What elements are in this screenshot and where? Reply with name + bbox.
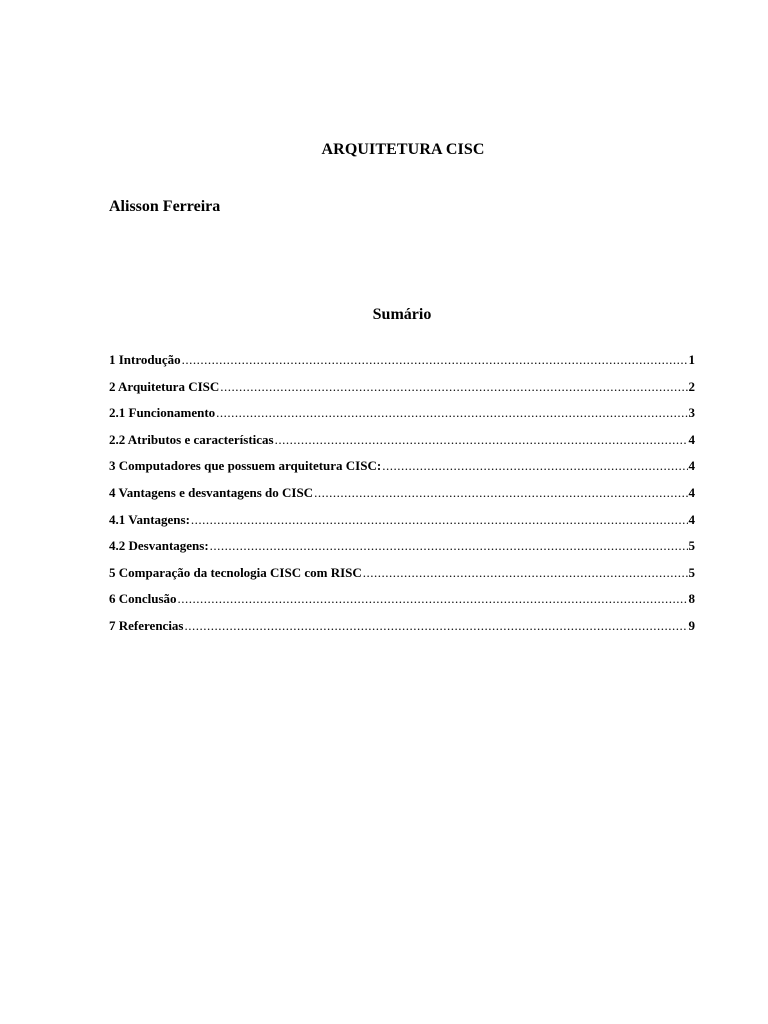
toc-dot-leader (178, 591, 688, 607)
toc-entry[interactable] (109, 405, 695, 432)
toc-entry[interactable] (109, 618, 695, 645)
toc-entry[interactable] (109, 458, 695, 485)
toc-entry-label: 1 Introdução (109, 352, 181, 367)
toc-entry-label: 2 Arquitetura CISC (109, 378, 220, 394)
toc-entry-page: 4 (688, 458, 695, 474)
toc-dot-leader (184, 618, 687, 634)
toc-entry-label: 2.2 Atributos e características (109, 431, 274, 447)
toc-entry-page: 4 (688, 511, 695, 527)
toc-entry-page: 4 (688, 484, 695, 500)
toc-dot-leader (182, 352, 688, 368)
toc-entry-label: 4 Vantagens e desvantagens do CISC (109, 484, 314, 500)
toc-dot-leader (382, 458, 687, 474)
toc-entry[interactable] (109, 485, 695, 512)
toc-dot-leader (314, 485, 687, 501)
toc-entry-page: 1 (688, 352, 695, 367)
toc-entry-page: 4 (688, 431, 695, 447)
toc-entry-label: 6 Conclusão (109, 591, 177, 607)
table-of-contents (109, 352, 695, 645)
toc-entry-page: 5 (688, 538, 695, 554)
toc-entry-label: 4.1 Vantagens: (109, 511, 190, 527)
toc-entry-page: 2 (688, 378, 695, 394)
toc-entry[interactable] (109, 512, 695, 539)
toc-entry-label: 3 Computadores que possuem arquitetura CISC: (109, 458, 382, 474)
toc-entry-page: 3 (688, 405, 695, 421)
toc-entry-label: 7 Referencias (109, 617, 184, 633)
toc-entry[interactable] (109, 565, 695, 592)
toc-dot-leader (220, 379, 687, 395)
toc-entry-label: 2.1 Funcionamento (109, 405, 216, 421)
toc-entry[interactable] (109, 432, 695, 459)
toc-dot-leader (216, 405, 687, 421)
document-title: ARQUITETURA CISC (321, 141, 485, 158)
author-name: Alisson Ferreira (109, 198, 221, 215)
toc-entry-label: 4.2 Desvantagens: (109, 538, 209, 554)
toc-entry-label: 5 Comparação da tecnologia CISC com RISC (109, 564, 362, 580)
toc-entry-page: 8 (688, 591, 695, 607)
toc-entry-page: 5 (688, 564, 695, 580)
toc-dot-leader (210, 538, 688, 554)
toc-heading: Sumário (372, 306, 432, 323)
toc-entry[interactable] (109, 379, 695, 406)
toc-entry[interactable] (109, 591, 695, 618)
toc-dot-leader (191, 512, 688, 528)
toc-entry[interactable] (109, 538, 695, 565)
toc-dot-leader (275, 432, 688, 448)
toc-dot-leader (363, 565, 688, 581)
toc-entry[interactable] (109, 352, 695, 379)
toc-entry-page: 9 (688, 617, 695, 633)
